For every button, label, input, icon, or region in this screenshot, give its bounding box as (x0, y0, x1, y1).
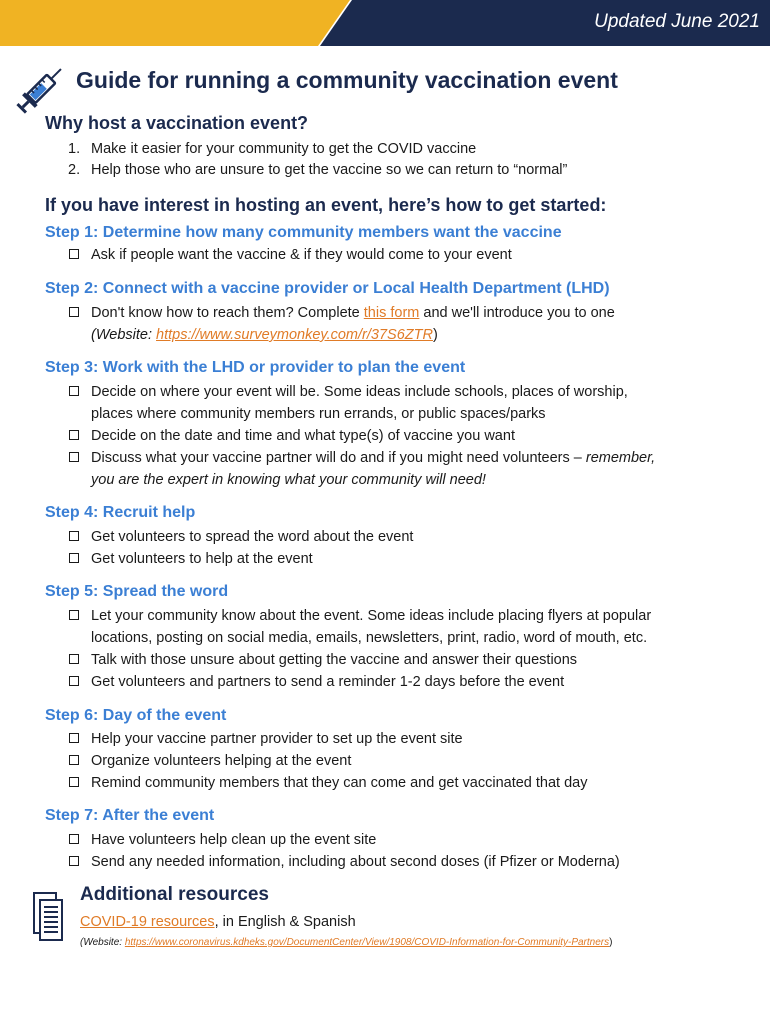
checkbox-icon (69, 452, 79, 462)
list-item: Get volunteers to help at the event (91, 551, 313, 567)
list-item: Get volunteers to spread the word about the event (91, 529, 414, 545)
list-item: Help those who are unsure to get the vaccine so we can return to “normal” (91, 162, 568, 178)
checkbox-icon (69, 307, 79, 317)
interest-heading: If you have interest in hosting an event, here’s how to get started: (45, 195, 607, 215)
updated-date: Updated June 2021 (594, 11, 760, 32)
list-item-continued: you are the expert in knowing what your community will need! (91, 472, 486, 488)
list-item: Decide on the date and time and what type(s) of vaccine you want (91, 428, 515, 444)
list-item: Don't know how to reach them? Complete this form and we'll introduce you to one (91, 305, 615, 321)
step-2-title: Step 2: Connect with a vaccine provider or Local Health Department (LHD) (45, 280, 610, 297)
checkbox-icon (69, 610, 79, 620)
checkbox-icon (69, 676, 79, 686)
list-item: Decide on where your event will be. Some ideas include schools, places of worship, (91, 384, 628, 400)
surveymonkey-link[interactable]: https://www.surveymonkey.com/r/37S6ZTR (156, 327, 433, 343)
checkbox-icon (69, 733, 79, 743)
list-item: Ask if people want the vaccine & if they would come to your event (91, 247, 512, 263)
website-line: (Website: https://www.surveymonkey.com/r/37S6ZTR) (91, 327, 438, 343)
covid-resources-link[interactable]: COVID-19 resources (80, 914, 215, 930)
checkbox-icon (69, 249, 79, 259)
checkbox-icon (69, 755, 79, 765)
list-item-continued: locations, posting on social media, emails, newsletters, print, radio, word of mouth, etc. (91, 630, 648, 646)
document-icon (33, 892, 65, 949)
list-item: Let your community know about the event. Some ideas include placing flyers at popular (91, 608, 652, 624)
list-number: 2. (68, 162, 81, 178)
list-item: Make it easier for your community to get the COVID vaccine (91, 141, 477, 157)
step-7-title: Step 7: After the event (45, 807, 215, 824)
resources-line: COVID-19 resources, in English & Spanish (80, 914, 356, 930)
list-item: Have volunteers help clean up the event site (91, 832, 377, 848)
step-6-title: Step 6: Day of the event (45, 707, 227, 724)
checkbox-icon (69, 834, 79, 844)
kdheks-link[interactable]: https://www.coronavirus.kdheks.gov/DocumentCenter/View/1908/COVID-Information-for-Community-Partners (124, 937, 610, 948)
checkbox-icon (69, 531, 79, 541)
why-heading: Why host a vaccination event? (45, 113, 309, 133)
list-item: Get volunteers and partners to send a reminder 1-2 days before the event (91, 674, 565, 690)
checkbox-icon (69, 777, 79, 787)
checkbox-icon (69, 654, 79, 664)
resources-website-line: (Website: https://www.coronavirus.kdheks.gov/DocumentCenter/View/1908/COVID-Information-for-Community-Partners) (80, 937, 613, 948)
page-title: Guide for running a community vaccination event (76, 67, 618, 93)
syringe-icon (16, 58, 72, 119)
list-item-continued: places where community members run errands, or public spaces/parks (91, 406, 546, 422)
list-item: Remind community members that they can come and get vaccinated that day (91, 775, 588, 791)
list-item: Help your vaccine partner provider to set up the event site (91, 731, 463, 747)
step-5-title: Step 5: Spread the word (45, 583, 229, 600)
checkbox-icon (69, 386, 79, 396)
step-3-title: Step 3: Work with the LHD or provider to plan the event (45, 359, 466, 376)
checkbox-icon (69, 553, 79, 563)
list-number: 1. (68, 141, 81, 157)
list-item: Organize volunteers helping at the event (91, 753, 352, 769)
list-item: Talk with those unsure about getting the vaccine and answer their questions (91, 652, 578, 668)
list-item: Discuss what your vaccine partner will do and if you might need volunteers – remember, (91, 450, 656, 466)
list-item: Send any needed information, including about second doses (if Pfizer or Moderna) (91, 854, 620, 870)
this-form-link[interactable]: this form (363, 305, 420, 321)
step-4-title: Step 4: Recruit help (45, 504, 196, 521)
checkbox-icon (69, 856, 79, 866)
resources-title: Additional resources (80, 884, 269, 905)
step-1-title: Step 1: Determine how many community members want the vaccine (45, 224, 562, 241)
checkbox-icon (69, 430, 79, 440)
